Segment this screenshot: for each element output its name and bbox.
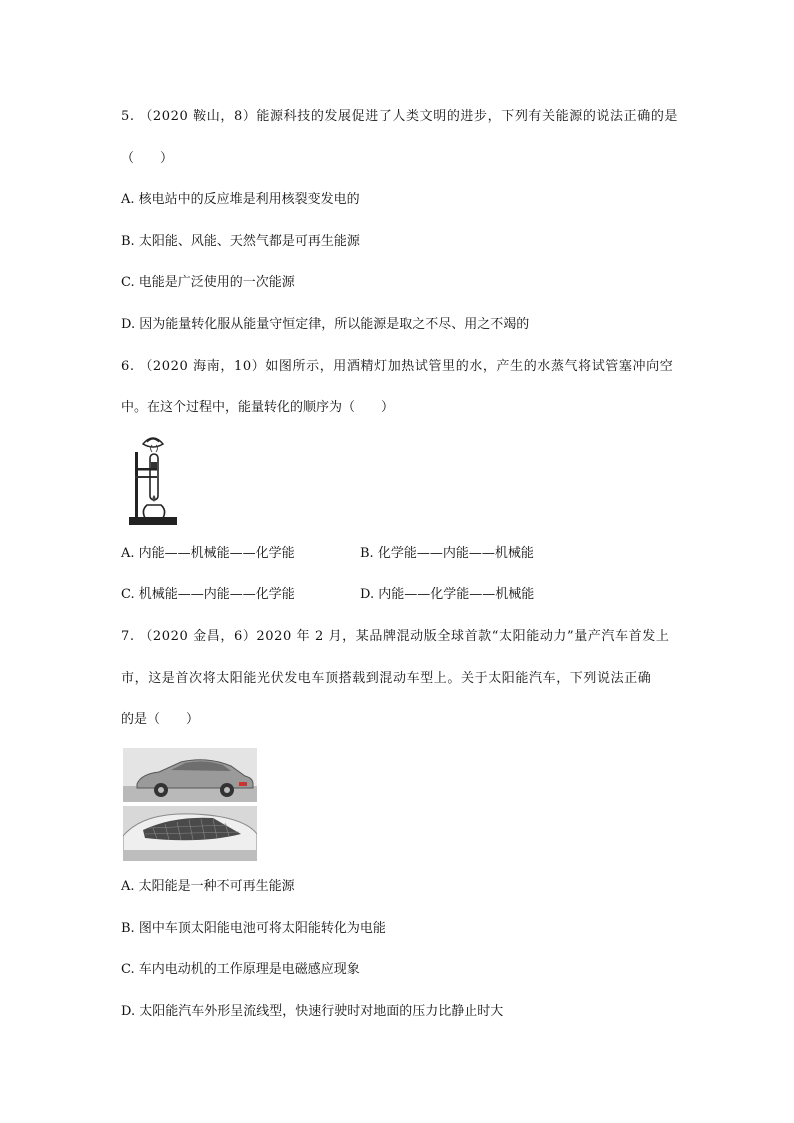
solar-roof-photo	[123, 806, 257, 861]
question-6-option-d: D. 内能——化学能——机械能	[360, 587, 535, 602]
question-5-stem-line-2: （ ）	[121, 151, 174, 166]
question-5-option-a: A. 核电站中的反应堆是利用核裂变发电的	[121, 192, 360, 207]
question-5-option-d: D. 因为能量转化服从能量守恒定律，所以能源是取之不尽、用之不竭的	[121, 317, 530, 332]
question-6-option-b: B. 化学能——内能——机械能	[360, 546, 534, 561]
question-7-option-c: C. 车内电动机的工作原理是电磁感应现象	[121, 962, 360, 977]
question-7-option-a: A. 太阳能是一种不可再生能源	[121, 879, 295, 894]
question-6-stem-line-2: 中。在这个过程中，能量转化的顺序为（ ）	[121, 400, 395, 415]
question-7-option-b: B. 图中车顶太阳能电池可将太阳能转化为电能	[121, 921, 386, 936]
question-6-stem-line-1: 6. （2020 海南，10）如图所示，用酒精灯加热试管里的水，产生的水蒸气将试管塞冲向空	[121, 359, 674, 374]
question-6-option-a: A. 内能——机械能——化学能	[121, 546, 295, 561]
car-photo	[123, 748, 257, 802]
question-6-option-c: C. 机械能——内能——化学能	[121, 587, 295, 602]
question-7-option-d: D. 太阳能汽车外形呈流线型，快速行驶时对地面的压力比静止时大	[121, 1004, 504, 1019]
question-7-stem-line-1: 7. （2020 金昌，6）2020 年 2 月，某品牌混动版全球首款“太阳能动力”量产汽车首发上	[121, 629, 670, 644]
question-5-option-c: C. 电能是广泛使用的一次能源	[121, 275, 295, 290]
question-7-stem-line-3: 的是（ ）	[121, 712, 200, 727]
test-tube-apparatus-figure	[125, 432, 181, 528]
question-5-option-b: B. 太阳能、风能、天然气都是可再生能源	[121, 234, 360, 249]
question-7-stem-line-2: 市，这是首次将太阳能光伏发电车顶搭载到混动车型上。关于太阳能汽车，下列说法正确	[121, 671, 652, 686]
question-5-stem-line-1: 5. （2020 鞍山，8）能源科技的发展促进了人类文明的进步，下列有关能源的说法正确的是	[121, 109, 679, 124]
